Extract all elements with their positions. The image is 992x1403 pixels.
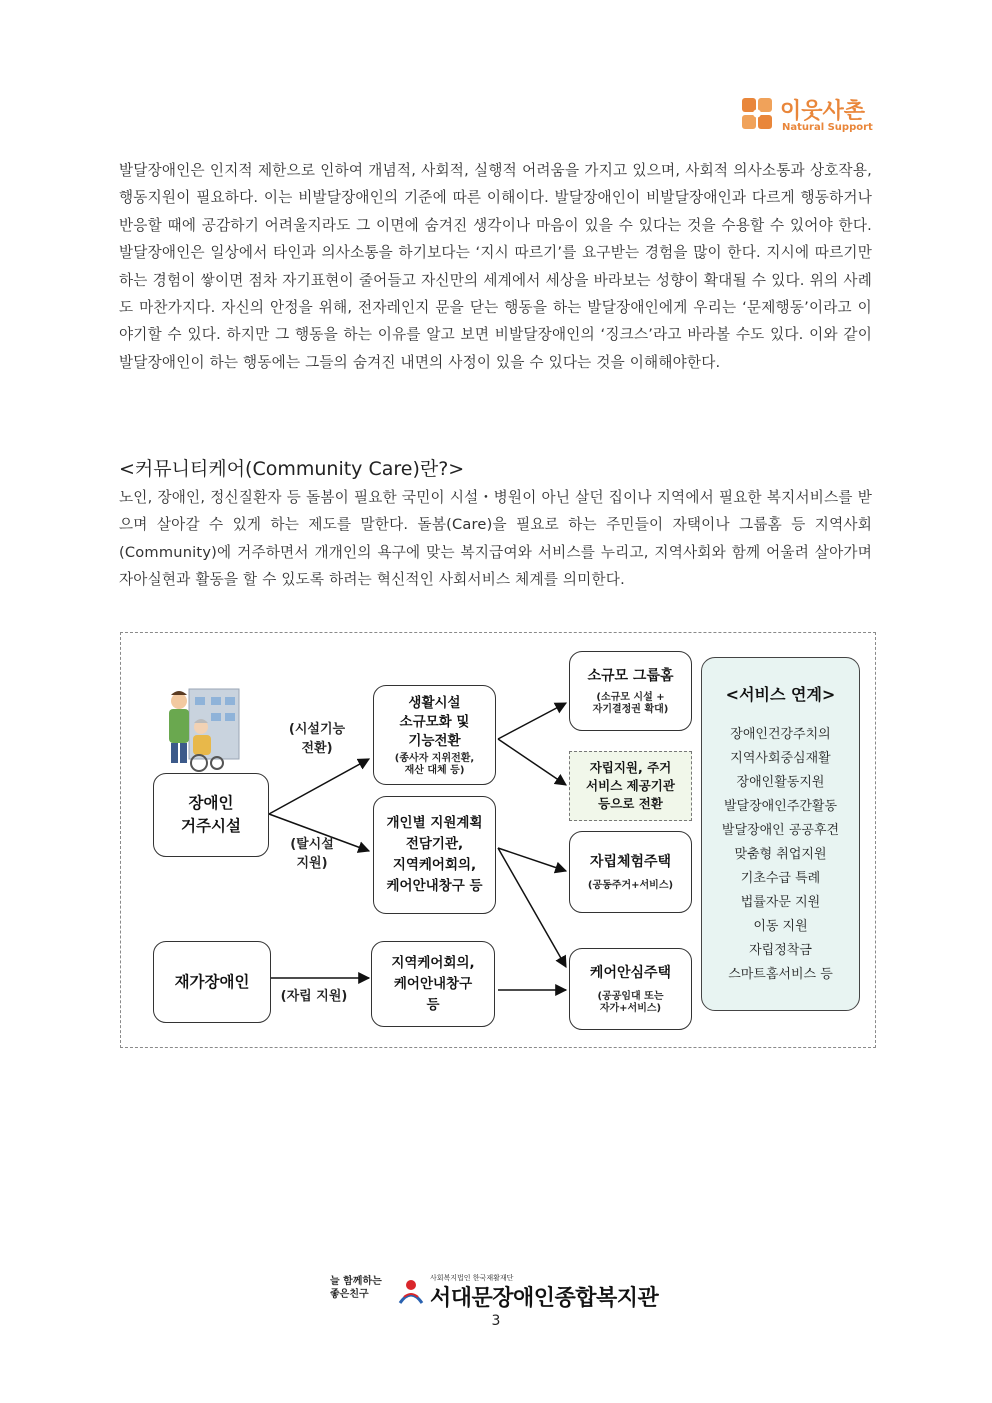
intro-paragraph: 발달장애인은 인지적 제한으로 인하여 개념적, 사회적, 실행적 어려움을 가지고 있으며, 사회적 의사소통과 상호작용, 행동지원이 필요하다. 이는 비발달장애인의 기준에 따른 이해이다. 발달장애인이 비발달장애인과 다르게 행동하거나 반응할 때에 공감하기 어려울지라도 그 이면에 숨겨진 생각이나 마음이 있을 수 있다는 것을 수용할 수 있어야 한다. 발달장애인은 일상에서 타인과 의사소통을 하기보다는 ‘지시 따르기’를 요구받는 경험을 많이 한다. 지시에 따르기만 하는 경험이 쌓이면 점차 자기표현이 줄어들고 자신만의 세계에서 세상을 바라보는 성향이 확대될 수 있다. 위의 사례도 마찬가지다. 자신의 안정을 위해, 전자레인지 문을 닫는 행동을 하는 발달장애인에게 우리는 ‘문제행동’이라고 이야기할 수 있다. 하지만 그 행동을 하는 이유를 알고 보면 비발달장애인의 ‘징크스’라고 바라볼 수도 있다. 이와 같이 발달장애인이 하는 행동에는 그들의 숨겨진 내면의 사정이 있을 수 있다는 것을 이해해야한다. (119, 162, 872, 371)
service-item: 발달장애인주간활동 (723, 799, 838, 814)
service-item: 맞춤형 취업지원 (734, 847, 827, 862)
emblem-icon (396, 1277, 426, 1307)
services-box (701, 657, 860, 1011)
individual-plan-text: 개인별 지원계획 전담기관, 지역케어회의, 케어안내창구 등 (386, 815, 483, 894)
footer-corp: 사회복지법인 한국재활재단 (430, 1274, 514, 1282)
community-care-paragraph: 노인, 장애인, 정신질환자 등 돌봄이 필요한 국민이 시설・병원이 아닌 살던 집이나 지역에서 필요한 복지서비스를 받으며 살아갈 수 있게 하는 제도를 말한다. 돌봄(Care)을 필요로 하는 주민들이 자택이나 그룹홈 등 지역사회(Community)에 거주하면서 개개인의 욕구에 맞는 복지급여와 서비스를 누리고, 지역사회와 함께 어울려 살아가며 자아실현과 활동을 할 수 있도록 하려는 혁신적인 사회서비스 체계를 의미한다. (119, 489, 872, 589)
service-item: 장애인활동지원 (736, 775, 825, 790)
community-care-diagram (120, 632, 876, 1048)
local-care-box (371, 941, 495, 1027)
hands-logo-icon (740, 96, 774, 132)
service-item: 법률자문 지원 (740, 895, 821, 910)
independent-trial-box (569, 831, 692, 913)
header-logo (740, 94, 880, 138)
small-grouphome-box (569, 651, 692, 731)
home-disabled-text: 재가장애인 (174, 972, 250, 991)
small-grouphome-sub: (소규모 시설 + 자기결정권 확대) (592, 691, 669, 715)
logo-name: 이웃사촌 (780, 99, 866, 124)
service-item: 지역사회중심재활 (730, 751, 831, 766)
service-item: 자립정착금 (749, 943, 812, 958)
local-care-text: 지역케어회의, 케어안내창구 등 (391, 954, 475, 1013)
logo-subtitle: Natural Support (782, 122, 873, 133)
facility-residents-text: 장애인 거주시설 (181, 794, 241, 835)
living-facility-box (373, 685, 496, 785)
services-list (702, 723, 859, 987)
service-item: 발달장애인 공공후견 (721, 823, 840, 838)
independent-trial-title: 자립체험주택 (589, 853, 672, 870)
small-grouphome-title: 소규모 그룹홈 (587, 667, 674, 684)
facility-residents-box (153, 773, 269, 857)
footer-slogan: 늘 함께하는 좋은친구 (330, 1276, 382, 1300)
footer-org-name: 서대문장애인종합복지관 (430, 1286, 659, 1311)
home-disabled-box (153, 941, 271, 1023)
safe-care-box (569, 948, 692, 1030)
support-conversion-text: 자립지원, 주거 서비스 제공기관 등으로 전환 (586, 760, 675, 811)
page-number: 3 (491, 1313, 501, 1329)
services-title: <서비스 연계> (725, 685, 836, 704)
service-item: 기초수급 특례 (740, 871, 821, 886)
independent-trial-sub: (공동주거+서비스) (587, 879, 674, 891)
living-facility-sub: (종사자 지위전환, 재산 대체 등) (394, 752, 475, 776)
safe-care-sub: (공공임대 또는 자가+서비스) (597, 990, 664, 1014)
section-heading: <커뮤니티케어(Community Care)란?> (119, 458, 465, 480)
support-conversion-box (569, 751, 692, 821)
label-conversion: (시설기능 전환) (288, 722, 346, 756)
service-item: 장애인건강주치의 (730, 727, 831, 742)
living-facility-title: 생활시설 소규모화 및 기능전환 (399, 694, 470, 749)
label-deinstitution: (탈시설 지원) (290, 837, 334, 871)
safe-care-title: 케어안심주택 (589, 964, 672, 981)
service-item: 스마트홈서비스 등 (728, 967, 833, 982)
label-independence: (자립 지원) (280, 989, 348, 1004)
individual-plan-box (373, 796, 496, 914)
service-item: 이동 지원 (753, 919, 808, 934)
footer-logo (330, 1273, 670, 1313)
